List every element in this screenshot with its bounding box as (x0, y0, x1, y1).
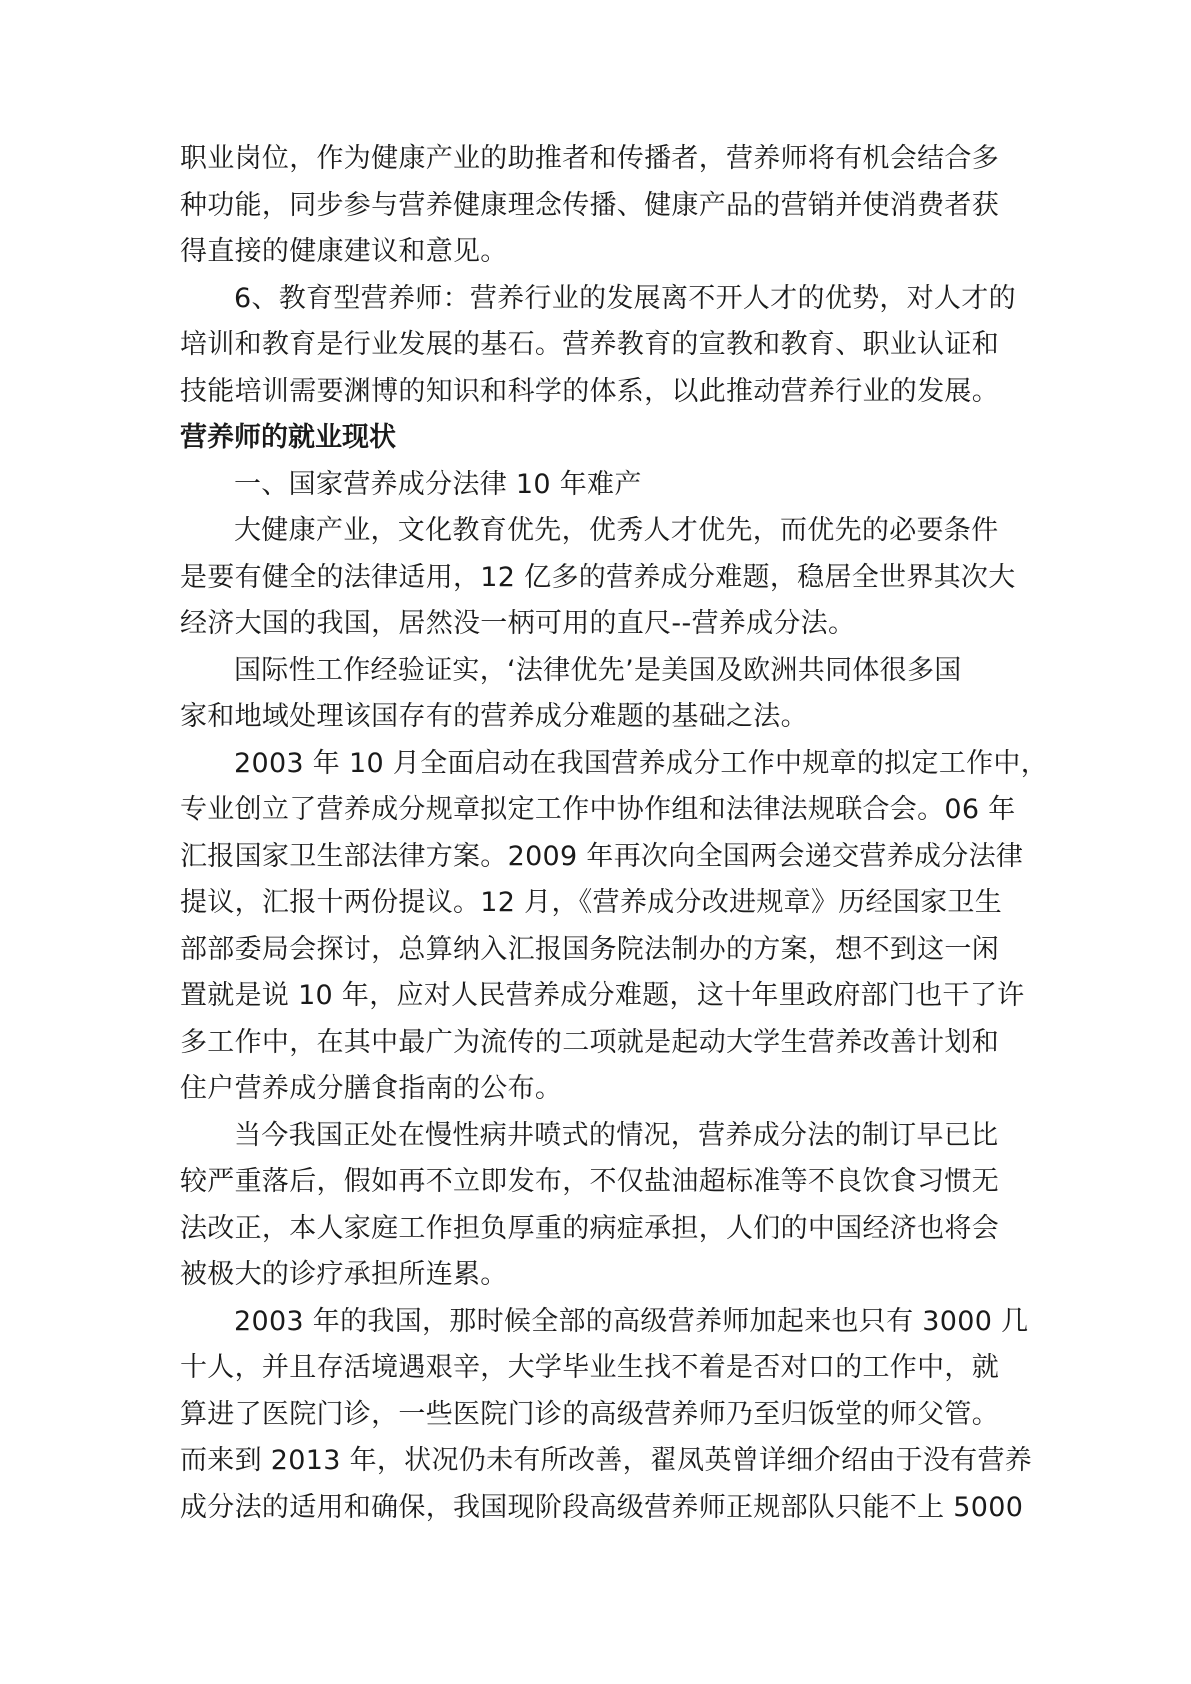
text-line: 得直接的健康建议和意见。 (180, 236, 508, 267)
paragraph (180, 276, 1015, 416)
text-line: 汇报国家卫生部法律方案。2009 年再次向全国两会递交营养成分法律 (180, 840, 1024, 872)
text-line: 2003 年的我国，那时候全部的高级营养师加起来也只有 3000 几 (234, 1305, 1029, 1337)
text-line: 大健康产业，文化教育优先，优秀人才优先，而优先的必要条件 (234, 515, 999, 546)
text-line: 一、国家营养成分法律 10 年难产 (234, 468, 642, 500)
text-line: 而来到 2013 年，状况仍未有所改善，翟凤英曾详细介绍由于没有营养 (180, 1445, 1033, 1476)
text-line: 多工作中，在其中最广为流传的二项就是起动大学生营养改善计划和 (180, 1026, 999, 1058)
text-line: 国际性工作经验证实，‘法律优先’是美国及欧洲共同体很多国 (234, 654, 962, 686)
text-line: 是要有健全的法律适用，12 亿多的营养成分难题，稳居全世界其次大 (180, 561, 1016, 593)
text-line: 职业岗位，作为健康产业的助推者和传播者，营养师将有机会结合多 (180, 143, 999, 174)
text-line: 6、教育型营养师：营养行业的发展离不开人才的优势，对人才的 (234, 282, 1016, 314)
text-line: 当今我国正处在慢性病井喷式的情况，营养成分法的制订早已比 (234, 1119, 999, 1151)
text-line: 经济大国的我国，居然没一柄可用的直尺--营养成分法。 (180, 608, 856, 639)
paragraph (180, 508, 1015, 648)
paragraph (180, 136, 1015, 276)
text-line: 十人，并且存活境遇艰辛，大学毕业生找不着是否对口的工作中，就 (180, 1352, 999, 1383)
section-heading: 营养师的就业现状 (180, 422, 396, 453)
text-line: 专业创立了营养成分规章拟定工作中协作组和法律法规联合会。06 年 (180, 794, 1016, 825)
text-line: 2003 年 10 月全面启动在我国营养成分工作中规章的拟定工作中， (234, 747, 1049, 779)
text-line: 算进了医院门诊，一些医院门诊的高级营养师乃至归饭堂的师父管。 (180, 1398, 999, 1430)
text-line: 被极大的诊疗承担所连累。 (180, 1259, 508, 1290)
document-page (180, 136, 1049, 1531)
text-line: 培训和教育是行业发展的基石。营养教育的宣教和教育、职业认证和 (180, 329, 999, 360)
text-line: 技能培训需要渊博的知识和科学的体系，以此推动营养行业的发展。 (180, 375, 999, 407)
paragraph (180, 462, 1015, 509)
paragraph (180, 741, 1049, 1113)
text-line: 家和地域处理该国存有的营养成分难题的基础之法。 (180, 701, 808, 732)
text-line: 提议，汇报十两份提议。12 月，《营养成分改进规章》历经国家卫生 (180, 887, 1003, 918)
text-line: 部部委局会探讨，总算纳入汇报国务院法制办的方案，想不到这一闲 (180, 933, 999, 965)
text-line: 种功能，同步参与营养健康理念传播、健康产品的营销并使消费者获 (180, 189, 999, 221)
paragraph (180, 1113, 1015, 1299)
text-line: 住户营养成分膳食指南的公布。 (180, 1073, 563, 1104)
text-line: 法改正，本人家庭工作担负厚重的病症承担，人们的中国经济也将会 (180, 1212, 999, 1244)
text-line: 较严重落后，假如再不立即发布，不仅盐油超标准等不良饮食习惯无 (180, 1166, 999, 1197)
paragraph (180, 1299, 1033, 1532)
paragraph (180, 648, 1015, 741)
text-line: 置就是说 10 年，应对人民营养成分难题，这十年里政府部门也干了许 (180, 980, 1025, 1011)
text-line: 成分法的适用和确保，我国现阶段高级营养师正规部队只能不上 5000 (180, 1491, 1024, 1523)
